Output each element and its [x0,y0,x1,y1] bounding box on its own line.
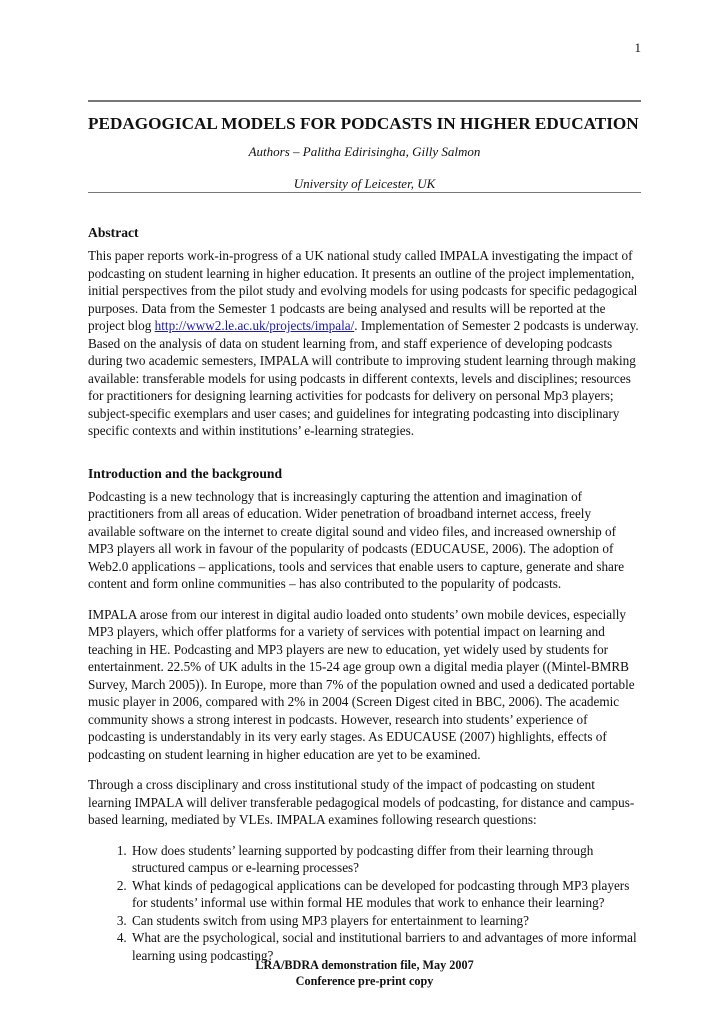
abstract-text-part2: . Implementation of Semester 2 podcasts is underway. Based on the analysis of data on student learning from, and staff experience of developing podcasts during two academic semesters, IMPALA will contribute to improving student learning through making available: transferable models for using podcasts in different contexts, levels and disciplines; resources for practitioners for designing learning activities for podcasts for delivery on personal Mp3 players; subject-specific exemplars and user cases; and guidelines for integrating podcasting into disciplinary specific contexts and within institutions’ e-learning strategies. [88,318,639,438]
footer-line-2: Conference pre-print copy [295,974,434,988]
intro-paragraph-3: Through a cross disciplinary and cross institutional study of the impact of podcasting on student learning IMPALA will deliver transferable pedagogical models of podcasting, for distance and campus-based learning, mediated by VLEs. IMPALA examines following research questions: [88,777,635,827]
research-question-3: 3. Can students switch from using MP3 players for entertainment to learning? [130,912,641,930]
header-rule [88,100,641,102]
affiliation-line: University of Leicester, UK [293,176,436,191]
page-number: 1 [634,40,641,55]
research-question-4: 4. What are the psychological, social and institutional barriers to and advantages of more informal learning using podcasting? [130,929,641,964]
intro-paragraph-1: Podcasting is a new technology that is increasingly capturing the attention and imagination of practitioners from all areas of education. Wider penetration of broadband internet access, freely available software on the internet to create digital sound and video files, and increased ownership of MP3 players all work in favour of the popularity of podcasts (EDUCAUSE, 2006). The adoption of Web2.0 applications – applications, tools and services that enable users to capture, generate and share content and form online communities – has also contributed to the popularity of podcasts. [88,488,625,591]
authors-line: Authors – Palitha Edirisingha, Gilly Salmon [248,144,481,159]
project-blog-link[interactable]: http://www2.le.ac.uk/projects/impala/ [154,318,355,333]
abstract-paragraph [88,247,641,440]
introduction-heading: Introduction and the background [88,465,283,481]
title-block-rule [88,192,641,193]
abstract-text-part1: This paper reports work-in-progress of a UK national study called IMPALA investigating the impact of podcasting on student learning in higher education. It presents an outline of the project implementation, initial perspectives from the pilot study and evolving models for using podcasts for specific pedagogical purposes. Data from the Semester 1 podcasts are being analysed and results will be reported at the project blog [88,248,638,333]
paper-title: PEDAGOGICAL MODELS FOR PODCASTS IN HIGHER EDUCATION [88,114,639,133]
research-questions-list [88,842,641,965]
paper-body [88,224,641,964]
footer-line-1: LRA/BDRA demonstration file, May 2007 [255,958,474,972]
research-question-2: 2. What kinds of pedagogical applications can be developed for podcasting through MP3 players for students’ informal use within formal HE modules that work to enhance their learning? [130,877,641,912]
abstract-heading: Abstract [88,225,139,240]
section-spacer [88,453,641,465]
page-footer [88,957,641,989]
research-question-1: 1. How does students’ learning supported by podcasting differ from their learning through structured campus or e-learning processes? [130,842,641,877]
intro-paragraph-2: IMPALA arose from our interest in digital audio loaded onto students’ own mobile devices, especially MP3 players, which offer platforms for a variety of services with potential impact on learning and teaching in HE. Podcasting and MP3 players are new to education, yet widely used by students for entertainment. 22.5% of UK adults in the 15-24 age group own a digital media player ((Mintel-BMRB Survey, March 2005)). In Europe, more than 7% of the population owned and used a dedicated portable music player in 2006, compared with 2% in 2004 (Screen Digest cited in BBC, 2006). The academic community shows a strong interest in podcasts. However, research into students’ experience of podcasting is understandably in its very early stages. As EDUCAUSE (2007) highlights, effects of podcasting on student learning in higher education are yet to be examined. [88,606,635,762]
